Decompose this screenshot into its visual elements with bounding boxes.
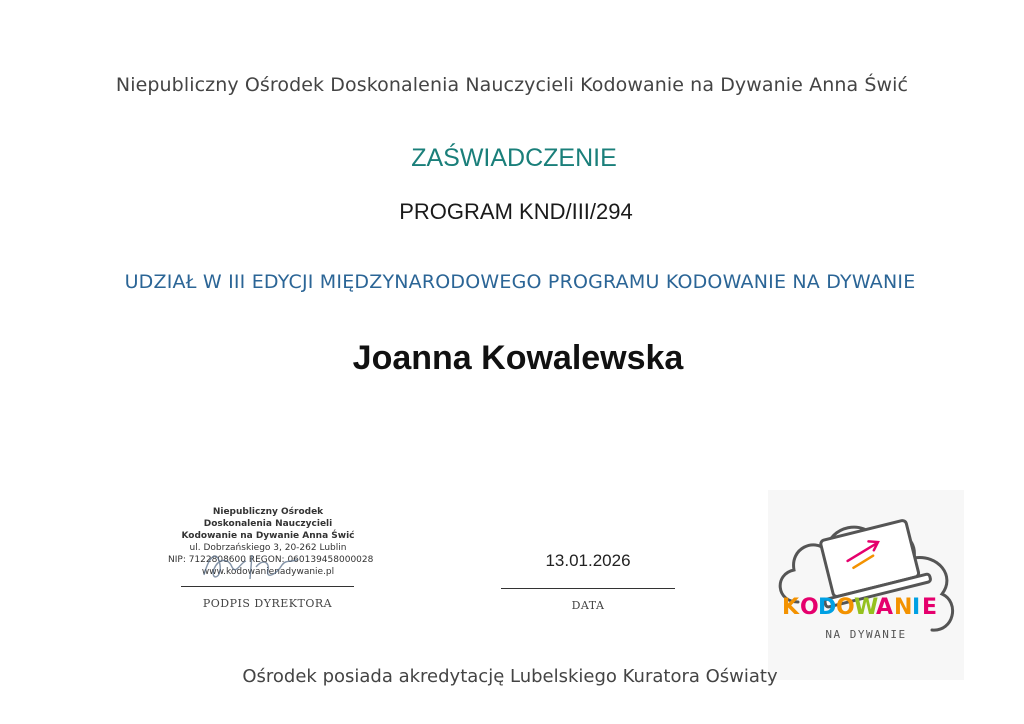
stamp-line: Niepubliczny Ośrodek [212, 507, 324, 517]
certificate-title: ZAŚWIADCZENIE [411, 144, 617, 172]
participation-statement: UDZIAŁ W III EDYCJI MIĘDZYNARODOWEGO PROGRAMU KODOWANIE NA DYWANIE [124, 271, 916, 293]
logo-letter: N [894, 595, 913, 620]
logo-subtitle: NA DYWANIE [825, 628, 907, 641]
accreditation-footer: Ośrodek posiada akredytację Lubelskiego Kuratora Oświaty [242, 666, 778, 687]
stamp-line: ul. Dobrzańskiego 3, 20-262 Lublin [189, 543, 347, 553]
recipient-name: Joanna Kowalewska [352, 339, 684, 377]
date-line [501, 588, 675, 589]
institution-stamp [168, 505, 374, 581]
logo-letter: O [836, 595, 855, 620]
signature-line [181, 586, 354, 587]
logo-letter: O [800, 595, 819, 620]
date-caption: DATA [571, 599, 605, 612]
organization-header: Niepubliczny Ośrodek Doskonalenia Nauczycieli Kodowanie na Dywanie Anna Świć [115, 74, 909, 96]
stamp-line: www.kodowanienadywanie.pl [201, 567, 335, 577]
stamp-line: NIP: 7122808600 REGON: 060139458000028 [168, 555, 374, 565]
date-value: 13.01.2026 [545, 551, 631, 570]
logo-letter: A [876, 595, 894, 620]
logo-graphic [768, 490, 964, 680]
program-number: PROGRAM KND/III/294 [399, 199, 633, 224]
logo-letter: I [912, 595, 921, 620]
logo-letter: D [818, 595, 837, 620]
logo-letter: W [854, 595, 879, 620]
stamp-line: Doskonalenia Nauczycieli [203, 519, 333, 529]
handwritten-signature [196, 545, 306, 585]
stamp-line: Kodowanie na Dywanie Anna Świć [181, 531, 355, 541]
logo-letter: E [922, 595, 938, 620]
logo-letter: K [782, 595, 800, 620]
signature-caption: PODPIS DYREKTORA [202, 597, 333, 610]
kodowanie-logo [768, 490, 964, 680]
